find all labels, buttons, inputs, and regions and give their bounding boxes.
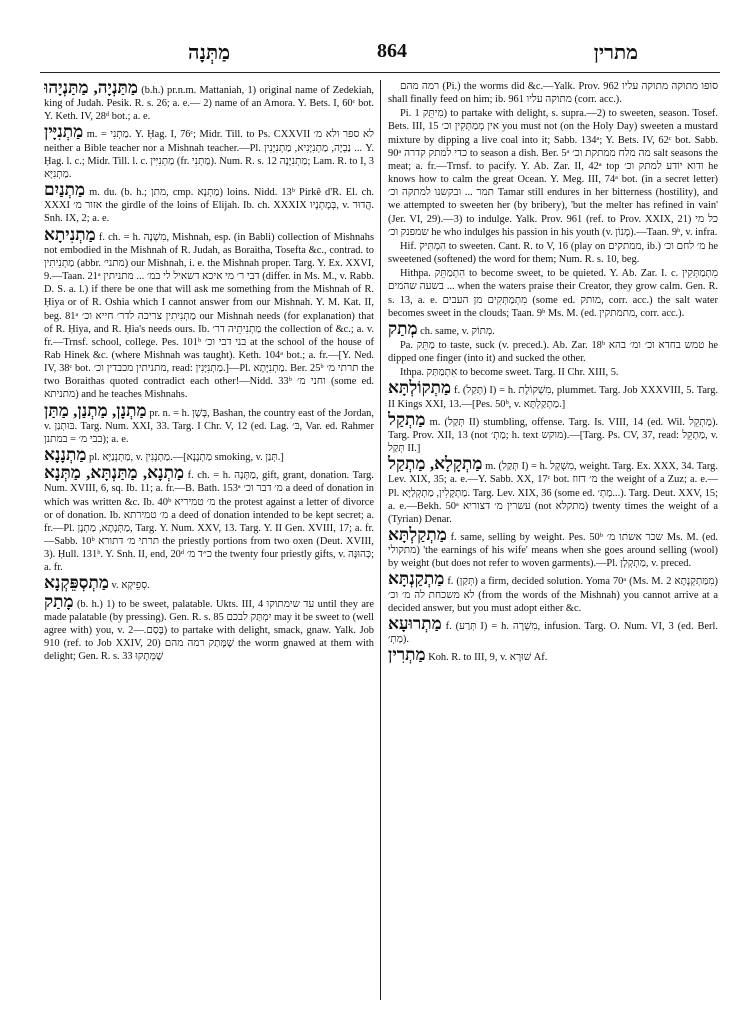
entry-text: Pa. מַתֵּק to taste, suck (v. preced.). Ab. Zar. 18ᵇ טמש בחדא וכ׳ ומ׳ בהא he dipped one finger (into it) and sucked the other. [388, 339, 718, 365]
entry-headword: מַתַּנְיָה, מַתַּנְיָהוּ [44, 80, 138, 97]
entry-headword: מַתְנִיָּין [44, 122, 84, 142]
entry-headword: מַתְנַיִם [44, 180, 86, 200]
entry-text: (b. h.) 1) to be sweet, palatable. Ukts. III, 4 עד שימתוקו until they are made palatable (by pressing). Gen. R. s. 85 יִמְתַּק לבכם may it be sweet to (well agree with) you, v. בָּסַם.—2) to partake with delight, smack, gnaw. Yalk. Job 910 (ref. to Job XXIV, 20) שֶׁמָּתַק רמה מהם the worm gnawed at them with delight; Gen. R. s. 33 שֶׁמְּתָקוּ [44, 598, 374, 663]
dictionary-entry [44, 80, 374, 123]
entry-text: Pi. מִיתֵּק 1) to partake with delight, s. supra.—2) to sweeten, season. Tosef. Bets. III, 15 אין מְמַתְּקִין וכ׳ you must not (on the Holy Day) sweeten a mustard mixture by dipping a live coal into it; Sabb. 134ᵃ; Y. Bets. IV, 62ᶜ bot. Sabb. 90ᵃ כדי למתק קדרה to season a dish. Ber. 5ᵃ מה מלח ממתקת וכ׳ salt seasons the meat; a. fr.—Trnsf. to pacify. Y. Ab. Zar. II, 42ᵃ top ודוא יודע למתק וכ׳ he knows how to calm the great Ocean. Y. Meg. III, 74ᵃ bot. (in a secret letter) תמר ... ובקשנו למתקה וכ׳ Tamar still endures in her bitterness (hostility), and we attempted to sweeten her (by bribery), 'but the melter has refined in vain' (Jer. VI, 29).—3) to indulge. Yalk. Prov. 961 (ref. to Prov. XXIX, 21) כל מי שמפנק וכ׳ he who indulges his passion in his youth (v. מָנוֹן).—Taan. 9ᵇ, v. infra. [388, 108, 718, 238]
entry-text: m. = מַתְנִי. Y. Ḥag. I, 76ᶜ; Midr. Till. to Ps. CXXVII לא ספר ולא מ׳ neither a Bible teacher nor a Mishnah teacher.—Pl. נַבְיָה, מַתְנִיָּנִיא, מַתְנִיָּנִין ... Y. Ḥag. l. c.; Midr. Till. l. c. מַתְנִיִּין (fr. מַתְנִי). Num. R. s. 12 מַתְנִיָּנָה; Lam. R. to I, 3 מַתְנִיָּא. [44, 129, 374, 180]
entry-text: pr. n. = h. בָּשָׁן, Bashan, the country east of the Jordan, v. בּוּתְנַן. Targ. Num. XXI, 33. Targ. I Chr. V, 12 (ed. Lag. בּ׳, Var. ed. Rahmer בבי מ׳ = במתנן); a. e. [44, 407, 374, 445]
dictionary-entry [44, 224, 374, 402]
dictionary-entry [388, 527, 718, 570]
entry-text: רמה מהם (Pi.) the worms did &c.—Yalk. Prov. 962 סופו מתוקה מתוקה עליו shall finally feed on him; ib. 961 מתוקה עליו (corr. acc.). [388, 81, 718, 106]
entry-headword: מַתְנִיתָא [44, 224, 96, 244]
entry-text: (b.h.) pr.n.m. Mattaniah, 1) original name of Zedekiah, king of Judah. Pesik. R. s. 26; a. e.— 2) name of an Amora. Y. Bets. I, 60ᶜ bot. Y. Keth. IV, 28ᵈ bot.; a. e. [44, 85, 374, 123]
entry-headword: מַתְרוּעָא [388, 613, 442, 633]
entry-text: f. same, selling by weight. Pes. 50ᵇ שכר אשתו מ׳ Ms. M. (ed. מתקולי) 'the earnings of his wife' means when she goes around selling (wool) by weight (but does not refer to woven garments).—Pl. מַתְקְלָן, v. preced. [388, 532, 718, 570]
entry-text: Koh. R. to III, 9, v. שׁוּרָא Af. [428, 652, 548, 664]
entry-text: f. ch. = h. מַתָּנָה, gift, grant, donation. Targ. Num. XVIII, 6, sq. Ib. 11; a. fr.—B. Bath. 153ᵃ מ׳ דבר וכ׳ a deed of donation in which was written &c. Ib. 40ᵇ מ׳ טמיריא the protest against a letter of divorce or of donation. Ib. מ׳ טמירתא a deed of donation intended to be kept secret; a. fr.—Pl. מַתְּנָתָא, מַתְנָן, Targ. Y. Num. XXV, 13. Targ. Y. II Gen. XVIII, 17; a. fr.—Sabb. 10ᵇ תרתי מ׳ דתורא the priestly portions from two oxen (Deut. XVIII, 3). Ḥull. 131ᵇ. Y. Snh. II, end, 20ᵈ כ״ד מ׳ the twenty four priestly gifts, v. כְּהוּנָּה; a. fr. [44, 470, 374, 574]
right-column [388, 80, 718, 1005]
entry-headword: מַתְקַל [388, 409, 426, 429]
entry-text: ch. same, v. מְתוֹק. [420, 325, 495, 337]
left-column [44, 80, 374, 1005]
entry-text: Ithpa. אִתְמַתַּק to become sweet. Targ. II Chr. XIII, 5. [400, 367, 619, 379]
page-number: 864 [377, 40, 407, 62]
entry-text: Hithpa. הִתְמַתֵּק to become sweet, to be quieted. Y. Ab. Zar. I. c. מִתְמַתְּקִין בשעה שהמים ... when the waters praise their Creator, they grow calm. Gen. R. s. 13, a. e. מִתְמַתְּקִים מן העבים (some ed. מותק, corr. acc.) the salt water becomes sweet in the clouds; Taan. 9ᵇ Ms. M. (ed. מתמתקין, corr. acc.). [388, 268, 718, 319]
dictionary-entry [388, 456, 718, 526]
entry-headword: מַתְסְפֵּקְנָא [44, 573, 109, 593]
entry-text: m. du. (b. h.; מתן, cmp. מַתְנָא) loins. Nidd. 13ᵇ Pirkê d'R. El. ch. XXXI אזור מ׳ the girdle of the loins of Elijah. Ib. ch. XXXIX בְּמָתְנָיו, v. הֲדוּר. Snh. IX, 2; a. e. [44, 187, 374, 225]
dictionary-entry [44, 575, 374, 592]
dictionary-entry [44, 182, 374, 225]
entry-headword: מַתְנָן, מַתְנַן, מַתַּן [44, 400, 147, 420]
entry-text: m. (תְּקַל II) stumbling, offense. Targ. Is. VIII, 14 (ed. Wil. מַתְקֵל). Targ. Prov. XII, 13 (not מַתְ׳; h. text מוקש).—[Targ. Ps. CV, 37, read: מַתְקֵל, v. תְּקַל II.] [388, 416, 718, 455]
header-left-word: מַתְּנָה [188, 42, 231, 64]
dictionary-entry [388, 80, 718, 106]
entry-text: Hif. הִמְתִּיק to sweeten. Cant. R. to V, 16 (play on ממתקים, ib.) מ׳ לחם וכ׳ he sweetened (softened) the word for them; Num. R. s. 10, beg. [388, 240, 718, 266]
dictionary-entry [44, 465, 374, 574]
dictionary-entry [388, 339, 718, 365]
entry-headword: מַתְקָלָא, מַתְקַל [388, 454, 483, 474]
entry-text: f. (תְּרַע I) = h. מִשְׁרָה, infusion. Targ. O. Num. VI, 3 (ed. Berl. מַתְ׳). [388, 620, 718, 646]
dictionary-entry [44, 124, 374, 181]
entry-text: f. (תְּקַן) a firm, decided solution. Yoma 70ᵃ (Ms. M. 2 מִמַּתְקְנָתָא) לא משכחת לה מ׳ וכ׳ (from the words of the Mishnah) you cannot arrive at a decided answer, but you must adopt either &c. [388, 576, 718, 614]
dictionary-entry [44, 400, 374, 446]
dictionary-entry [388, 318, 718, 338]
entry-headword: מַתְנָא, מַתַּנְתָּא, מַתְּנָא [44, 463, 185, 483]
column-divider [380, 80, 381, 1000]
entry-text: f. (תְּקַל) I) = h. מִשְׁקוֹלֶת, plummet. Targ. Job XXXVIII, 5. Targ. II Kings XXI, 13.—[Pes. 50ᵇ, v. מַתְקַלְתָּא.] [388, 385, 718, 410]
entry-headword: מַתְקַנְתָּא [388, 569, 445, 589]
entry-text: m. (תְּקַל I) = h. מִשְׁקָל, weight. Targ. Ex. XXX, 34. Targ. Lev. XIX, 35; a. e.—Y. Sabb. XX, 17ᶜ bot. מ׳ דזוז the weight of a Zuz; a. e.—Pl. מַתְקָלִין, מַתְקְלַיָּא. Targ. Lev. XIX, 36 (some ed. מַתְ׳...). Targ. Deut. XXV, 15; a. e.—Bekh. 50ᵃ עשרין מ׳ דצוריא (not מתקלא) twenty times the weight of a (Tyrian) Denar. [388, 461, 718, 525]
dictionary-entry [44, 447, 374, 464]
dictionary-entry [388, 267, 718, 320]
dictionary-entry [44, 591, 374, 664]
entry-text: pl. מַתְנְנַיָּא, v. מַתְנָנִין.—[מַתְנָנָא smoking, v. תְּנַן.] [89, 452, 284, 464]
dictionary-entry [388, 107, 718, 239]
dictionary-entry [388, 409, 718, 455]
entry-text: v. סְפֵיקָא. [111, 580, 150, 592]
dictionary-entry [388, 571, 718, 614]
dictionary-entry [388, 613, 718, 646]
page-header [40, 36, 720, 70]
entry-headword: מַתְקוֹלְתָּא [388, 378, 452, 398]
entry-headword: מַתְנָנָא [44, 445, 87, 465]
entry-text: f. ch. = h. מִשְׁנָה, Mishnah, esp. (in Babli) collection of Mishnahs not embodied in the Mishnah of R. Judah, as Boraitha, Tosefta &c., contrad. to מַתְנִיתִין (abbr. מתני׳) our Mishnah, i. e. the Mishnah proper. Targ. Y. Ex. XXVI, 9.—Taan. 21ᵃ דבי ר׳ מי איכא דשאיל לי במ׳ ... מתניתין (differ. in Ms. M., v. Rabb. D. S. a. l.) if there be one that will ask me something from the Mishnah of R. Ḥiya or of R. Oshia which I cannot answer from our Mishnah. Y. M. Kat. II, beg. 81ᵃ מַתְנִיתִין צריכה לדר׳ חייא וכ׳ our Mishnah needs (for explanation) that of R. Ḥiya, and R. Ḥia's needs ours. Ib. מַתְנִיתֵיה דר׳ the collection of &c.; a. v. fr.—Trnsf. school, college. Pes. 101ᵇ בני דבי וכ׳ at the school of the house of Rab Hinek &c. (where Mishnah was taught). Keth. 104ᵃ bot.; a. fr.—[Y. Ned. IV, 38ᶜ bot. מתניתין מכבדין וכ׳, read: מַתְנִיָּנִין.]—Pl. מַתְנִיָּתָא. Ber. 25ᵇ תרתי מ׳ the two Boraithas quoted contradict each other!—Nidd. 33ᵇ וחני מ׳ (some ed. מתניתא) and he teaches Mishnahs. [44, 231, 374, 401]
dictionary-entry [388, 240, 718, 266]
dictionary-entry [388, 647, 718, 664]
header-right-word: מתרין [593, 42, 638, 64]
entry-headword: מַתְקַלְתָּא [388, 525, 447, 544]
dictionary-entry [388, 380, 718, 410]
header-rule [40, 72, 720, 73]
entry-headword: מָתַק [44, 591, 74, 611]
entry-headword: מַתְרִין [388, 645, 426, 665]
entry-headword: מְתַק [388, 318, 418, 338]
